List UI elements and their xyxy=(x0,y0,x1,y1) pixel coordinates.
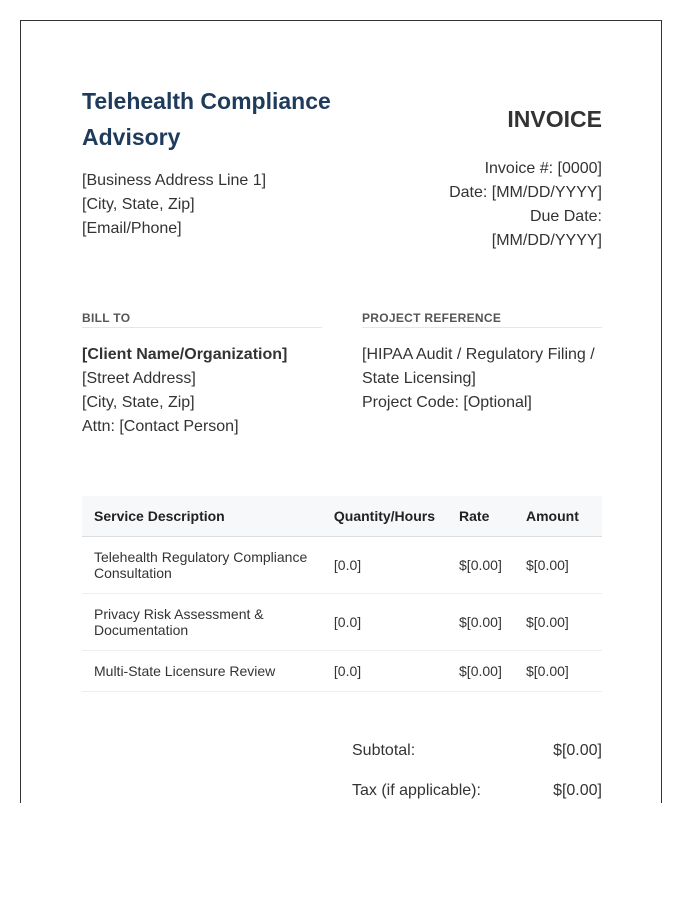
bill-to-line: [City, State, Zip] xyxy=(82,394,195,411)
table-header-row xyxy=(82,496,602,537)
due-date-value: [MM/DD/YYYY] xyxy=(491,232,602,249)
project-reference-heading: PROJECT REFERENCE xyxy=(362,311,602,328)
service-amount: $[0.00] xyxy=(526,663,569,679)
header-rate: Rate xyxy=(459,508,490,524)
services-table xyxy=(82,496,602,692)
header-quantity-hours: Quantity/Hours xyxy=(333,508,436,524)
service-quantity: [0.0] xyxy=(333,614,362,630)
invoice-title: INVOICE xyxy=(507,106,602,132)
service-rate: $[0.00] xyxy=(459,663,502,679)
service-quantity: [0.0] xyxy=(333,663,362,679)
invoice-meta xyxy=(402,157,602,253)
service-description: Multi-State Licensure Review xyxy=(94,663,276,679)
table-row xyxy=(82,651,602,692)
subtotal-value: $[0.00] xyxy=(553,742,602,759)
due-date-label: Due Date: xyxy=(529,208,602,225)
service-quantity: [0.0] xyxy=(333,557,362,573)
project-type: [HIPAA Audit / Regulatory Filing / State Licensing] xyxy=(362,346,595,387)
invoice-number: Invoice #: [0000] xyxy=(484,160,602,177)
totals-section xyxy=(352,739,602,803)
tax-label: Tax (if applicable): xyxy=(352,782,481,799)
address-line: [Business Address Line 1] xyxy=(82,172,267,189)
subtotal-label: Subtotal: xyxy=(352,742,416,759)
service-amount: $[0.00] xyxy=(526,614,569,630)
invoice-date: Date: [MM/DD/YYYY] xyxy=(449,184,602,201)
bill-to-line: [Street Address] xyxy=(82,370,196,387)
bill-to-line: Attn: [Contact Person] xyxy=(82,418,239,435)
project-code: Project Code: [Optional] xyxy=(362,394,532,411)
address-line: [Email/Phone] xyxy=(82,220,182,237)
service-description: Privacy Risk Assessment & Documentation xyxy=(94,606,264,638)
header-service-description: Service Description xyxy=(94,508,225,524)
header-amount: Amount xyxy=(526,508,579,524)
business-address xyxy=(82,169,266,241)
service-rate: $[0.00] xyxy=(459,557,502,573)
project-reference-details xyxy=(362,343,602,415)
tax-value: $[0.00] xyxy=(553,782,602,799)
table-row xyxy=(82,537,602,594)
service-amount: $[0.00] xyxy=(526,557,569,573)
service-description: Telehealth Regulatory Compliance Consultation xyxy=(94,549,308,581)
company-name: Telehealth Compliance Advisory xyxy=(82,88,331,150)
bill-to-details xyxy=(82,343,332,439)
address-line: [City, State, Zip] xyxy=(82,196,195,213)
service-rate: $[0.00] xyxy=(459,614,502,630)
tax-row xyxy=(352,779,602,803)
table-row xyxy=(82,594,602,651)
subtotal-row xyxy=(352,739,602,779)
bill-to-heading: BILL TO xyxy=(82,311,322,328)
client-name: [Client Name/Organization] xyxy=(82,346,288,363)
invoice-page xyxy=(20,20,662,803)
